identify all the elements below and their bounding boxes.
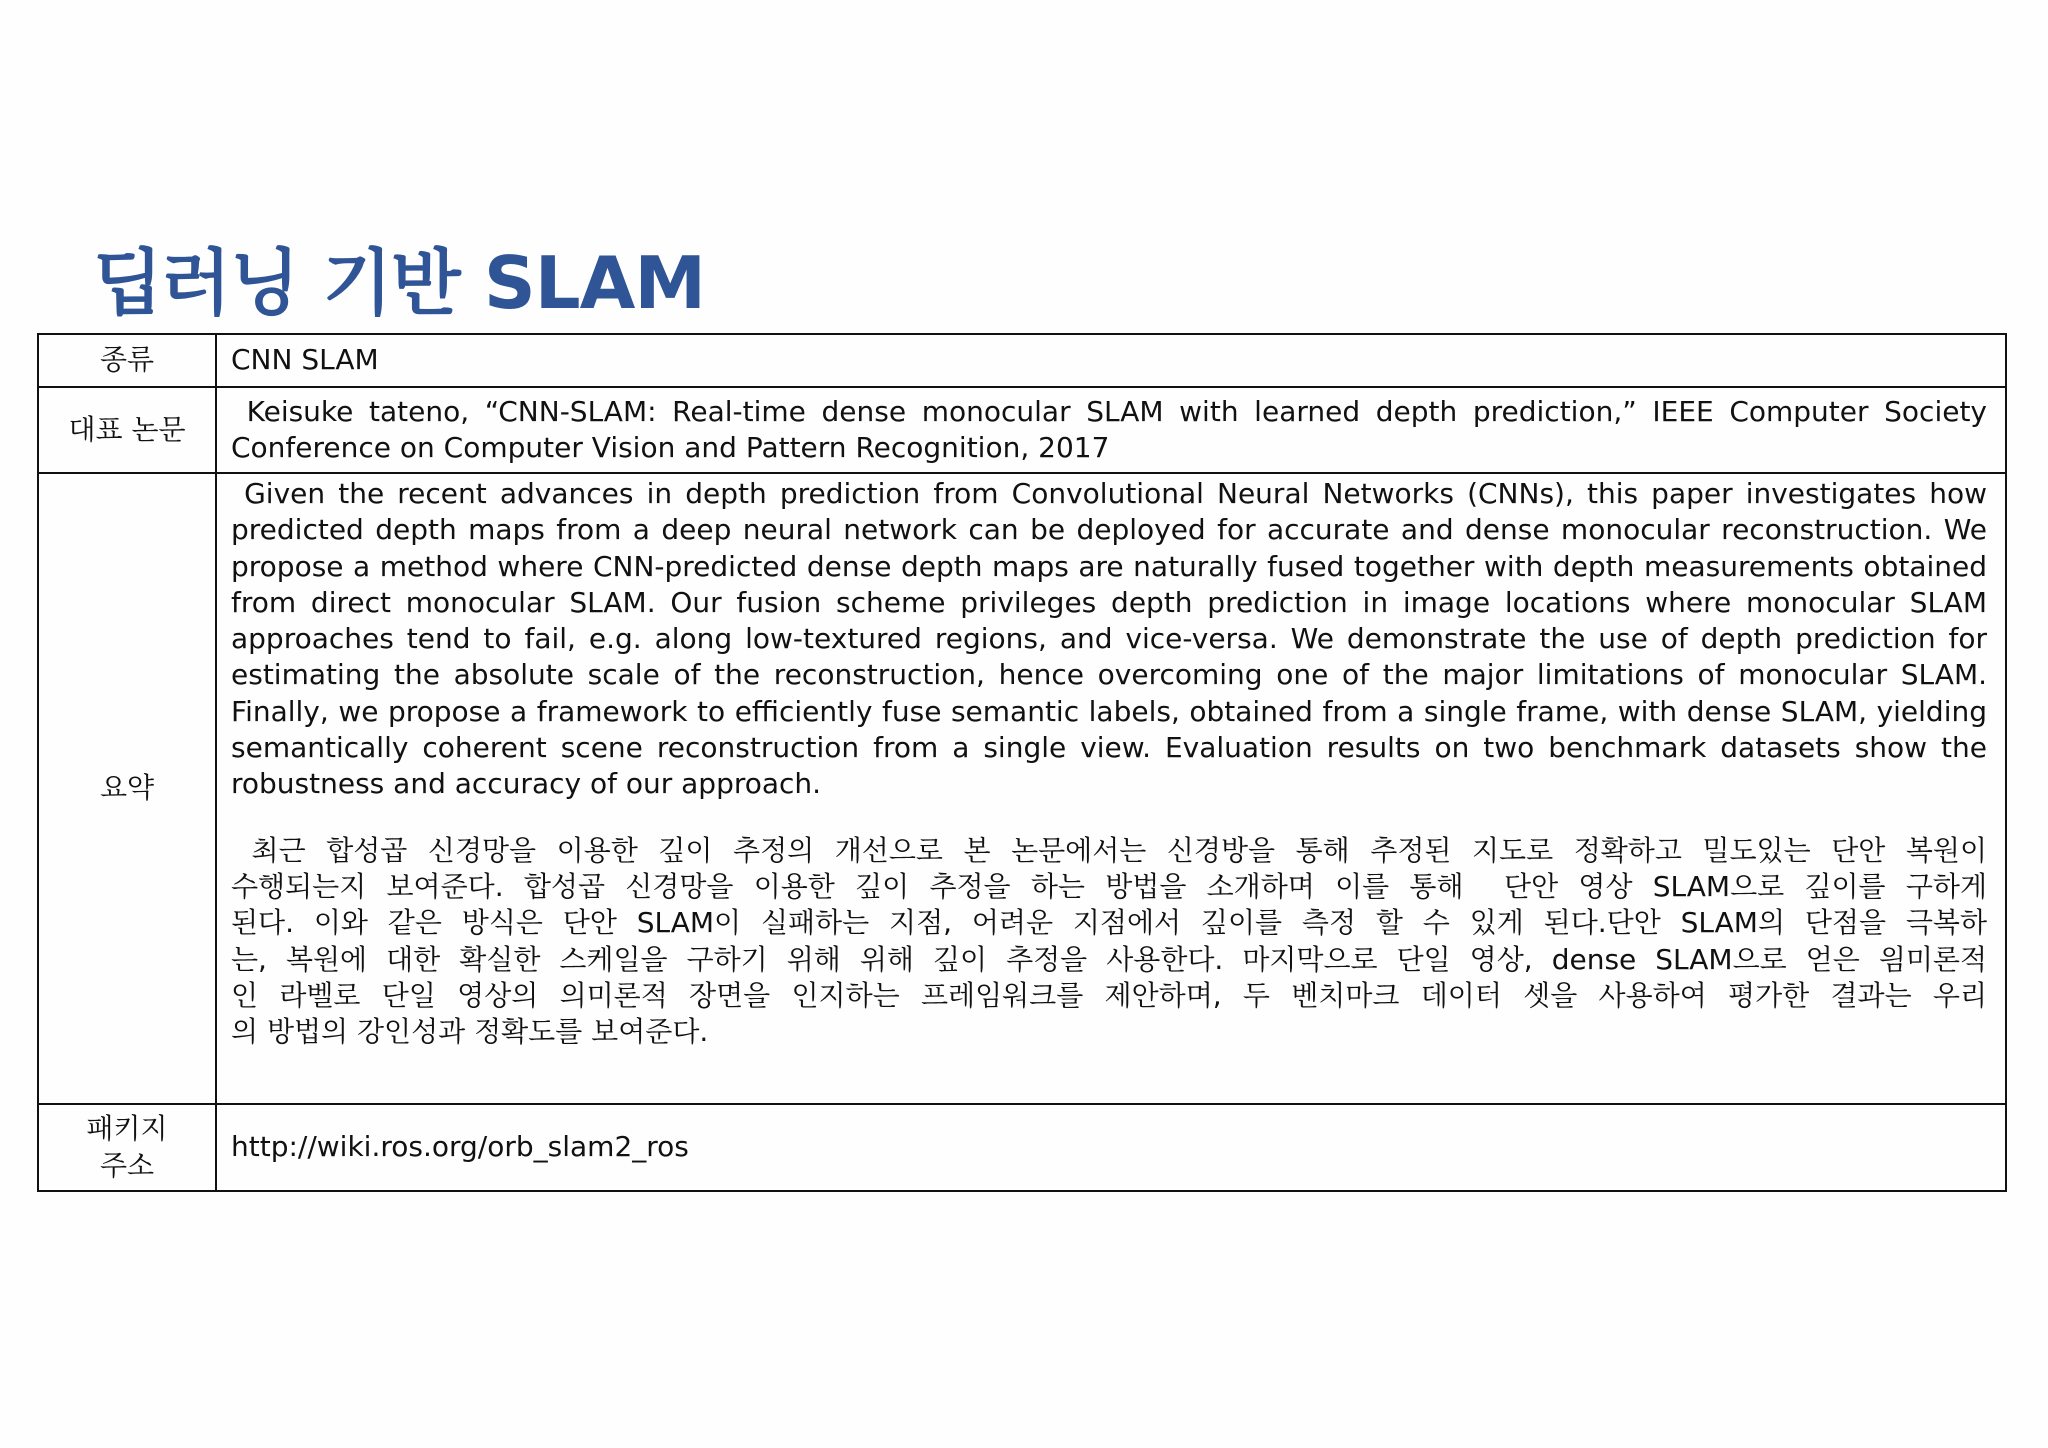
package-label-line: 주소 (99, 1148, 155, 1182)
paper-line: Keisuke tateno, “CNN-SLAM: Real-time dense monocular SLAM with learned depth prediction,” IEEE Computer Society (231, 394, 1987, 428)
summary-line: 최근 합성곱 신경망을 이용한 깊이 추정의 개선으로 본 논문에서는 신경방을 통해 추정된 지도로 정확하고 밀도있는 단안 복원이 (231, 833, 1987, 867)
summary-line: Given the recent advances in depth prediction from Convolutional Neural Networks (CNNs), this paper investigates how (231, 477, 1987, 510)
table-row-type (38, 334, 2006, 387)
summary-line: semantically coherent scene reconstruction from a single view. Evaluation results on two benchmark datasets show the (231, 731, 1987, 765)
table-row-paper (38, 387, 2006, 473)
summary-line: Finally, we propose a framework to efficiently fuse semantic labels, obtained from a single frame, with dense SLAM, yielding (231, 694, 1987, 728)
package-url[interactable]: http://wiki.ros.org/orb_slam2_ros (216, 1104, 2006, 1191)
summary-value (216, 473, 2006, 1104)
type-value: CNN SLAM (216, 334, 2006, 387)
summary-line: robustness and accuracy of our approach. (231, 767, 822, 801)
type-label: 종류 (38, 334, 216, 387)
summary-line: 의 방법의 강인성과 정확도를 보여준다. (231, 1015, 709, 1049)
summary-line: estimating the absolute scale of the reconstruction, hence overcoming one of the major limitations of monocular SLAM. (231, 658, 1987, 692)
summary-line: 수행되는지 보여준다. 합성곱 신경망을 이용한 깊이 추정을 하는 방법을 소개하며 이를 통해 단안 영상 SLAM으로 깊이를 구하게 (231, 869, 1987, 903)
summary-line: 된다. 이와 같은 방식은 단안 SLAM이 실패하는 지점, 어려운 지점에서 깊이를 측정 할 수 있게 된다.단안 SLAM의 단점을 극복하 (231, 906, 1987, 940)
page-title: 딥러닝 기반 SLAM (93, 241, 705, 325)
table-row-package (38, 1104, 2006, 1191)
summary-line: predicted depth maps from a deep neural network can be deployed for accurate and dense monocular reconstruction. We (231, 513, 1987, 547)
summary-line: approaches tend to fail, e.g. along low-textured regions, and vice-versa. We demonstrate the use of depth prediction for (231, 622, 1987, 656)
summary-korean (231, 833, 1987, 1051)
summary-line: 인 라벨로 단일 영상의 의미론적 장면을 인지하는 프레임워크를 제안하며, 두 벤치마크 데이터 셋을 사용하여 평가한 결과는 우리 (231, 978, 1987, 1012)
summary-line: from direct monocular SLAM. Our fusion scheme privileges depth prediction in image locations where monocular SLAM (231, 585, 1987, 619)
package-label (38, 1104, 216, 1191)
table-row-summary (38, 473, 2006, 1104)
info-table (37, 333, 2007, 1192)
summary-line: propose a method where CNN-predicted dense depth maps are naturally fused together with depth measurements obtained (231, 549, 1987, 583)
paper-label: 대표 논문 (38, 387, 216, 473)
paper-value (216, 387, 2006, 473)
summary-label: 요약 (38, 473, 216, 1104)
paper-line: Conference on Computer Vision and Pattern Recognition, 2017 (231, 431, 1110, 464)
summary-english (231, 476, 1987, 803)
package-label-line: 패키지 (86, 1112, 168, 1146)
summary-line: 는, 복원에 대한 확실한 스케일을 구하기 위해 위해 깊이 추정을 사용한다. 마지막으로 단일 영상, dense SLAM으로 얻은 읨미론적 (231, 942, 1987, 976)
